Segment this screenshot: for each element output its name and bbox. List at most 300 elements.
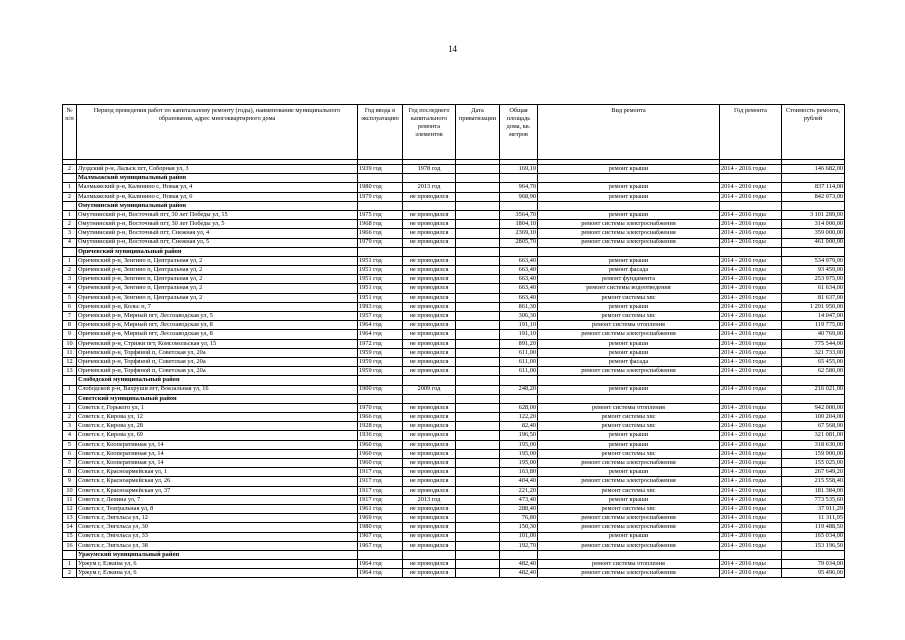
area-cell: 195,00 [500,440,538,449]
repair-year-cell: 2014 - 2016 годы [720,422,782,431]
address-cell: Малмыжский р-н, Калинино с, Новая ул, 6 [77,192,358,201]
last-repair-cell: не проводился [403,266,456,275]
last-repair-cell: не проводился [403,560,456,569]
repair-year-cell: 2014 - 2016 годы [720,266,782,275]
repair-kind-cell: ремонт системы электроснабжения [538,477,720,486]
repair-year-cell: 2014 - 2016 годы [720,256,782,265]
repair-year-cell: 2014 - 2016 годы [720,514,782,523]
row-number: 10 [63,339,77,348]
cost-cell: 146 682,00 [782,165,845,174]
section-empty-cell [782,376,845,385]
row-number: 15 [63,532,77,541]
privatization-date-cell [456,422,500,431]
commission-year-cell: 1969 год [358,514,403,523]
col-header-address: Период проведения работ по капитальному ремонту (годы), наименование муниципального образования, адрес многоквартирного дома [77,105,358,160]
commission-year-cell: 1993 год [358,302,403,311]
address-cell: Советск г, Кирова ул, 69 [77,431,358,440]
cost-cell: 119 488,50 [782,523,845,532]
section-empty-cell [358,376,403,385]
section-empty-cell [403,174,456,183]
repair-year-cell: 2014 - 2016 годы [720,523,782,532]
row-number: 1 [63,183,77,192]
commission-year-cell: 1979 год [358,192,403,201]
row-number: 6 [63,302,77,311]
last-repair-cell: 2013 год [403,183,456,192]
repair-kind-cell: ремонт системы электроснабжения [538,569,720,578]
privatization-date-cell [456,532,500,541]
repair-year-cell: 2014 - 2016 годы [720,293,782,302]
privatization-date-cell [456,569,500,578]
table-row [63,302,845,311]
repair-kind-cell: ремонт крыши [538,495,720,504]
repair-year-cell: 2014 - 2016 годы [720,495,782,504]
table-row [63,321,845,330]
repair-kind-cell: ремонт системы отопления [538,403,720,412]
page-number: 14 [448,44,457,54]
repair-kind-cell: ремонт крыши [538,256,720,265]
area-cell: 192,70 [500,541,538,550]
privatization-date-cell [456,385,500,394]
last-repair-cell: не проводился [403,210,456,219]
last-repair-cell: не проводился [403,523,456,532]
address-cell: Оричевский р-н, Мирный пгт, Лесозаводская ул, 8 [77,321,358,330]
commission-year-cell: 1960 год [358,440,403,449]
commission-year-cell: 1936 год [358,431,403,440]
table-row [63,504,845,513]
repair-kind-cell: ремонт системы хвс [538,449,720,458]
row-number: 7 [63,312,77,321]
repair-year-cell: 2014 - 2016 годы [720,459,782,468]
table-row [63,339,845,348]
repair-kind-cell: ремонт крыши [538,165,720,174]
col-header-number: № п/п [63,105,77,160]
privatization-date-cell [456,403,500,412]
repair-year-cell: 2014 - 2016 годы [720,192,782,201]
row-number: 1 [63,210,77,219]
cost-cell: 359 000,00 [782,229,845,238]
repair-year-cell: 2014 - 2016 годы [720,321,782,330]
repair-year-cell: 2014 - 2016 годы [720,468,782,477]
section-empty-cell [358,174,403,183]
repair-kind-cell: ремонт фасада [538,357,720,366]
col-header-cost: Стоимость ремонта, рублей [782,105,845,160]
section-number-cell [63,247,77,256]
area-cell: 968,90 [500,192,538,201]
cost-cell: 942 000,00 [782,403,845,412]
privatization-date-cell [456,449,500,458]
row-number: 10 [63,486,77,495]
row-number: 13 [63,514,77,523]
commission-year-cell: 1960 год [358,459,403,468]
repair-year-cell: 2014 - 2016 годы [720,284,782,293]
address-cell: Советск г, Энгельса ул, 38 [77,541,358,550]
privatization-date-cell [456,504,500,513]
cost-cell: 153 196,50 [782,541,845,550]
repair-kind-cell: ремонт системы водоотведения [538,284,720,293]
district-name: Омутнинский муниципальный район [77,201,358,210]
cost-cell: 61 634,00 [782,284,845,293]
row-number: 9 [63,330,77,339]
area-cell: 150,30 [500,523,538,532]
address-cell: Оричевский р-н, Мирный пгт, Лесозаводская ул, 8 [77,330,358,339]
section-empty-cell [403,376,456,385]
table-row [63,532,845,541]
repair-register-table [62,104,845,578]
section-empty-cell [720,174,782,183]
last-repair-cell: не проводился [403,284,456,293]
area-cell: 611,00 [500,357,538,366]
district-section-row [63,550,845,559]
area-cell: 306,30 [500,312,538,321]
privatization-date-cell [456,293,500,302]
privatization-date-cell [456,183,500,192]
section-empty-cell [456,174,500,183]
row-number: 1 [63,403,77,412]
address-cell: Советск г, Театральная ул, 8 [77,504,358,513]
section-empty-cell [456,550,500,559]
area-cell: 611,00 [500,367,538,376]
table-row [63,449,845,458]
district-section-row [63,247,845,256]
commission-year-cell: 1939 год [358,165,403,174]
privatization-date-cell [456,229,500,238]
repair-year-cell: 2014 - 2016 годы [720,302,782,311]
table-row [63,284,845,293]
area-cell: 611,00 [500,348,538,357]
privatization-date-cell [456,330,500,339]
repair-kind-cell: ремонт системы хвс [538,504,720,513]
row-number: 3 [63,229,77,238]
repair-kind-cell: ремонт системы хвс [538,422,720,431]
privatization-date-cell [456,413,500,422]
row-number: 1 [63,560,77,569]
area-cell: 195,00 [500,449,538,458]
cost-cell: 837 114,00 [782,183,845,192]
cost-cell: 842 073,00 [782,192,845,201]
col-header-repair-year: Год ремонта [720,105,782,160]
row-number: 11 [63,495,77,504]
last-repair-cell: не проводился [403,422,456,431]
table-row [63,357,845,366]
district-name: Оричевский муниципальный район [77,247,358,256]
table-row [63,495,845,504]
commission-year-cell: 1964 год [358,560,403,569]
row-number: 5 [63,293,77,302]
cost-cell: 321 733,00 [782,348,845,357]
table-row [63,385,845,394]
commission-year-cell: 1917 год [358,477,403,486]
repair-kind-cell: ремонт крыши [538,532,720,541]
table-row [63,210,845,219]
last-repair-cell: не проводился [403,413,456,422]
section-empty-cell [456,247,500,256]
cost-cell: 155 025,00 [782,459,845,468]
cost-cell: 314 000,00 [782,220,845,229]
row-number: 3 [63,275,77,284]
section-empty-cell [538,201,720,210]
last-repair-cell: не проводился [403,339,456,348]
section-empty-cell [358,550,403,559]
last-repair-cell: не проводился [403,256,456,265]
address-cell: Омутнинский р-н, Восточный пгт, Снежная ул, 4 [77,229,358,238]
row-number: 8 [63,321,77,330]
last-repair-cell: не проводился [403,514,456,523]
last-repair-cell: не проводился [403,220,456,229]
commission-year-cell: 1917 год [358,486,403,495]
last-repair-cell: не проводился [403,449,456,458]
cost-cell: 461 000,00 [782,238,845,247]
section-empty-cell [456,201,500,210]
section-empty-cell [782,247,845,256]
cost-cell: 318 630,00 [782,440,845,449]
table-row [63,192,845,201]
table-row [63,413,845,422]
commission-year-cell: 1980 год [358,183,403,192]
commission-year-cell: 1959 год [358,367,403,376]
row-number: 2 [63,220,77,229]
last-repair-cell: не проводился [403,367,456,376]
last-repair-cell: не проводился [403,302,456,311]
last-repair-cell: не проводился [403,357,456,366]
privatization-date-cell [456,367,500,376]
section-empty-cell [500,394,538,403]
address-cell: Омутнинский р-н, Восточный пгт, 30 лет Победы ул, 5 [77,220,358,229]
section-empty-cell [720,550,782,559]
section-number-cell [63,376,77,385]
repair-year-cell: 2014 - 2016 годы [720,385,782,394]
repair-year-cell: 2014 - 2016 годы [720,229,782,238]
section-empty-cell [538,376,720,385]
cost-cell: 65 455,00 [782,357,845,366]
cost-cell: 3 101 289,00 [782,210,845,219]
area-cell: 482,40 [500,569,538,578]
area-cell: 663,40 [500,275,538,284]
section-empty-cell [720,394,782,403]
commission-year-cell: 1951 год [358,275,403,284]
repair-year-cell: 2014 - 2016 годы [720,440,782,449]
last-repair-cell: не проводился [403,468,456,477]
area-cell: 861,30 [500,302,538,311]
area-cell: 76,80 [500,514,538,523]
privatization-date-cell [456,560,500,569]
cost-cell: 62 580,00 [782,367,845,376]
commission-year-cell: 1966 год [358,413,403,422]
area-cell: 482,40 [500,560,538,569]
repair-year-cell: 2014 - 2016 годы [720,403,782,412]
address-cell: Малмыжский р-н, Калинино с, Новая ул, 4 [77,183,358,192]
col-header-last-repair: Год последнего капитального ремонта элементов [403,105,456,160]
privatization-date-cell [456,357,500,366]
row-number: 5 [63,440,77,449]
last-repair-cell: не проводился [403,532,456,541]
commission-year-cell: 1964 год [358,321,403,330]
address-cell: Советск г, Кирова ул, 28 [77,422,358,431]
last-repair-cell: не проводился [403,486,456,495]
repair-year-cell: 2014 - 2016 годы [720,477,782,486]
repair-year-cell: 2014 - 2016 годы [720,210,782,219]
repair-kind-cell: ремонт системы хвс [538,312,720,321]
privatization-date-cell [456,514,500,523]
address-cell: Оричевский р-н, Торфяной п, Советская ул, 20а [77,357,358,366]
row-number: 8 [63,468,77,477]
table-row [63,440,845,449]
district-section-row [63,201,845,210]
district-name: Уржумский муниципальный район [77,550,358,559]
area-cell: 2369,10 [500,229,538,238]
row-number: 4 [63,238,77,247]
last-repair-cell: 1978 год [403,165,456,174]
section-empty-cell [538,247,720,256]
row-number: 2 [63,413,77,422]
repair-kind-cell: ремонт системы отопления [538,321,720,330]
last-repair-cell: не проводился [403,238,456,247]
district-section-row [63,376,845,385]
district-name: Советский муниципальный район [77,394,358,403]
area-cell: 191,10 [500,330,538,339]
area-cell: 191,10 [500,321,538,330]
address-cell: Луздский р-н, Лальск пгт, Соборная ул, 3 [77,165,358,174]
commission-year-cell: 1959 год [358,348,403,357]
table-row [63,256,845,265]
table-row [63,183,845,192]
address-cell: Оричевский р-н, Кольс п, 7 [77,302,358,311]
district-name: Слободской муниципальный район [77,376,358,385]
privatization-date-cell [456,312,500,321]
row-number: 1 [63,256,77,265]
table-header-row [63,105,845,160]
repair-kind-cell: ремонт системы электроснабжения [538,238,720,247]
section-empty-cell [782,550,845,559]
commission-year-cell: 1967 год [358,532,403,541]
table-row [63,220,845,229]
repair-kind-cell: ремонт системы электроснабжения [538,330,720,339]
repair-kind-cell: ремонт крыши [538,468,720,477]
address-cell: Слободской р-н, Вахруши пгт, Вокзальная ул, 16 [77,385,358,394]
row-number: 7 [63,459,77,468]
commission-year-cell: 1959 год [358,357,403,366]
commission-year-cell: 1972 год [358,339,403,348]
table-row [63,403,845,412]
row-number: 4 [63,431,77,440]
row-number: 6 [63,449,77,458]
repair-kind-cell: ремонт фундамента [538,275,720,284]
area-cell: 195,00 [500,459,538,468]
privatization-date-cell [456,275,500,284]
cost-cell: 773 535,60 [782,495,845,504]
privatization-date-cell [456,431,500,440]
area-cell: 473,40 [500,495,538,504]
cost-cell: 267 649,20 [782,468,845,477]
privatization-date-cell [456,541,500,550]
commission-year-cell: 1951 год [358,284,403,293]
row-number: 4 [63,284,77,293]
privatization-date-cell [456,192,500,201]
table-row [63,514,845,523]
repair-kind-cell: ремонт системы электроснабжения [538,229,720,238]
table-row [63,330,845,339]
table-row [63,486,845,495]
repair-kind-cell: ремонт фасада [538,266,720,275]
section-empty-cell [538,394,720,403]
repair-year-cell: 2014 - 2016 годы [720,165,782,174]
cost-cell: 181 384,00 [782,486,845,495]
repair-kind-cell: ремонт системы хвс [538,293,720,302]
area-cell: 663,40 [500,256,538,265]
area-cell: 82,40 [500,422,538,431]
repair-year-cell: 2014 - 2016 годы [720,504,782,513]
privatization-date-cell [456,468,500,477]
repair-year-cell: 2014 - 2016 годы [720,569,782,578]
section-empty-cell [500,201,538,210]
table-row [63,238,845,247]
table-row [63,541,845,550]
row-number: 3 [63,422,77,431]
col-header-privatization-date: Дата приватизации [456,105,500,160]
repair-kind-cell: ремонт крыши [538,192,720,201]
row-number: 12 [63,504,77,513]
row-number: 2 [63,165,77,174]
commission-year-cell: 1951 год [358,293,403,302]
table-row [63,348,845,357]
section-empty-cell [403,394,456,403]
commission-year-cell: 1970 год [358,403,403,412]
repair-kind-cell: ремонт системы хвс [538,486,720,495]
col-header-commission-year: Год ввода в эксплуатацию [358,105,403,160]
last-repair-cell: не проводился [403,348,456,357]
address-cell: Оричевский р-н, Зенгино п, Центральная ул, 2 [77,256,358,265]
address-cell: Советск г, Кирова ул, 12 [77,413,358,422]
repair-year-cell: 2014 - 2016 годы [720,486,782,495]
privatization-date-cell [456,238,500,247]
repair-year-cell: 2014 - 2016 годы [720,183,782,192]
address-cell: Советск г, Красноармейская ул, 1 [77,468,358,477]
repair-year-cell: 2014 - 2016 годы [720,357,782,366]
last-repair-cell: не проводился [403,477,456,486]
table-row [63,468,845,477]
section-empty-cell [403,550,456,559]
cost-cell: 81 637,00 [782,293,845,302]
section-empty-cell [358,201,403,210]
row-number: 9 [63,477,77,486]
section-empty-cell [782,394,845,403]
repair-kind-cell: ремонт системы электроснабжения [538,523,720,532]
cost-cell: 165 034,00 [782,532,845,541]
repair-year-cell: 2014 - 2016 годы [720,532,782,541]
repair-kind-cell: ремонт крыши [538,348,720,357]
area-cell: 891,20 [500,339,538,348]
cost-cell: 95 496,00 [782,569,845,578]
section-empty-cell [782,174,845,183]
address-cell: Оричевский р-н, Зенгино п, Центральная ул, 2 [77,293,358,302]
table-body [63,165,845,578]
cost-cell: 14 047,00 [782,312,845,321]
last-repair-cell: не проводился [403,504,456,513]
repair-kind-cell: ремонт крыши [538,440,720,449]
address-cell: Уржум г, Елкина ул, 6 [77,569,358,578]
section-empty-cell [782,201,845,210]
commission-year-cell: 1975 год [358,210,403,219]
area-cell: 3564,70 [500,210,538,219]
address-cell: Оричевский р-н, Торфяной п, Советская ул, 20а [77,367,358,376]
row-number: 13 [63,367,77,376]
area-cell: 964,70 [500,183,538,192]
cost-cell: 119 775,00 [782,321,845,330]
address-cell: Оричевский р-н, Торфяной п, Советская ул, 20а [77,348,358,357]
col-header-area: Общая площадь дома, кв. метров [500,105,538,160]
privatization-date-cell [456,486,500,495]
repair-kind-cell: ремонт крыши [538,302,720,311]
repair-kind-cell: ремонт системы электроснабжения [538,367,720,376]
